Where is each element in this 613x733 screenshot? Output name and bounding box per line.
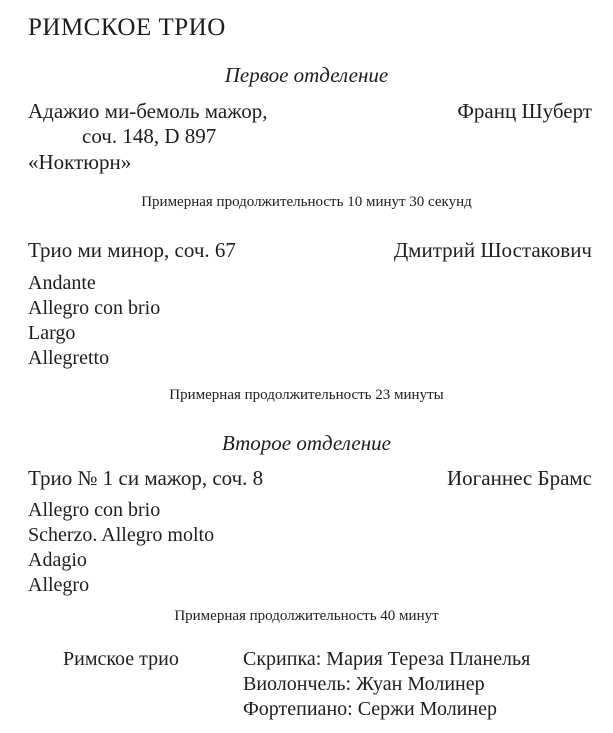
piece-title-shostakovich: Трио ми минор, соч. 67: [28, 238, 236, 262]
duration-shostakovich: Примерная продолжительность 23 минуты: [169, 387, 444, 403]
duration-schubert: Примерная продолжительность 10 минут 30 секунд: [141, 194, 472, 210]
composer-brahms: Иоганнес Брамс: [447, 466, 592, 490]
performer-cello: Виолончель: Жуан Молинер: [243, 673, 485, 695]
piece-title-schubert-line3: «Ноктюрн»: [28, 150, 132, 174]
duration-brahms: Примерная продолжительность 40 минут: [174, 608, 439, 624]
piece-title-schubert-line2: соч. 148, D 897: [82, 124, 217, 148]
ensemble-name: Римское трио: [63, 648, 179, 670]
movement: Allegro con brio: [28, 499, 161, 521]
movement: Allegro: [28, 574, 90, 596]
section-heading-part1: Первое отделение: [224, 63, 389, 87]
piece-title-brahms: Трио № 1 си мажор, соч. 8: [28, 466, 264, 490]
performer-piano: Фортепиано: Сержи Молинер: [243, 698, 497, 720]
page-title: РИМСКОЕ ТРИО: [28, 14, 226, 41]
section-heading-part2: Второе отделение: [222, 431, 391, 455]
movement: Adagio: [28, 549, 87, 571]
movement: Andante: [28, 272, 96, 294]
composer-schubert: Франц Шуберт: [457, 99, 592, 123]
composer-shostakovich: Дмитрий Шостакович: [393, 238, 592, 262]
movement: Allegretto: [28, 347, 110, 369]
movement: Largo: [28, 322, 76, 344]
piece-title-schubert-line1: Адажио ми-бемоль мажор,: [28, 99, 268, 123]
performer-violin: Скрипка: Мария Тереза Планелья: [243, 648, 531, 670]
movement: Allegro con brio: [28, 297, 161, 319]
movement: Scherzo. Allegro molto: [28, 524, 215, 546]
